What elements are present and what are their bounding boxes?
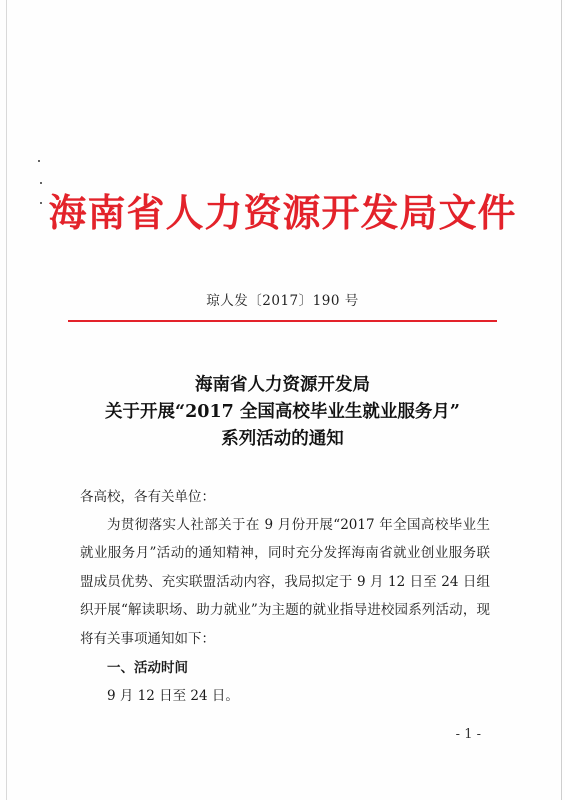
section-heading: 一、活动时间 (107, 660, 188, 676)
notice-title-line-1: 海南省人力资源开发局 (195, 375, 370, 395)
issuing-authority-title: 海南省人力资源开发局文件 (48, 190, 517, 235)
section-body: 9 月 12 日至 24 日。 (107, 688, 239, 704)
notice-title-line-3: 系列活动的通知 (221, 429, 344, 449)
notice-title (0, 372, 565, 453)
salutation: 各高校，各有关单位： (80, 489, 215, 505)
notice-title-line-2: 关于开展“2017 全国高校毕业生就业服务月” (105, 402, 460, 422)
scan-dot (38, 160, 40, 162)
scan-dot (40, 182, 42, 184)
body-paragraph: 为贯彻落实人社部关于在 9 月份开展“2017 年全国高校毕业生就业服务月”活动的通知精神，同时充分发挥海南省就业创业服务联盟成员优势、充实联盟活动内容，我局拟定于 9 月 12 日至 24 日组织开展“解读职场、助力就业”为主题的就业指导进校园系列活动，现将有关事项通知如下： (80, 517, 490, 647)
red-separator-line (68, 320, 497, 322)
page-number: - 1 - (455, 727, 481, 742)
document-number: 琼人发〔2017〕190 号 (206, 293, 359, 309)
